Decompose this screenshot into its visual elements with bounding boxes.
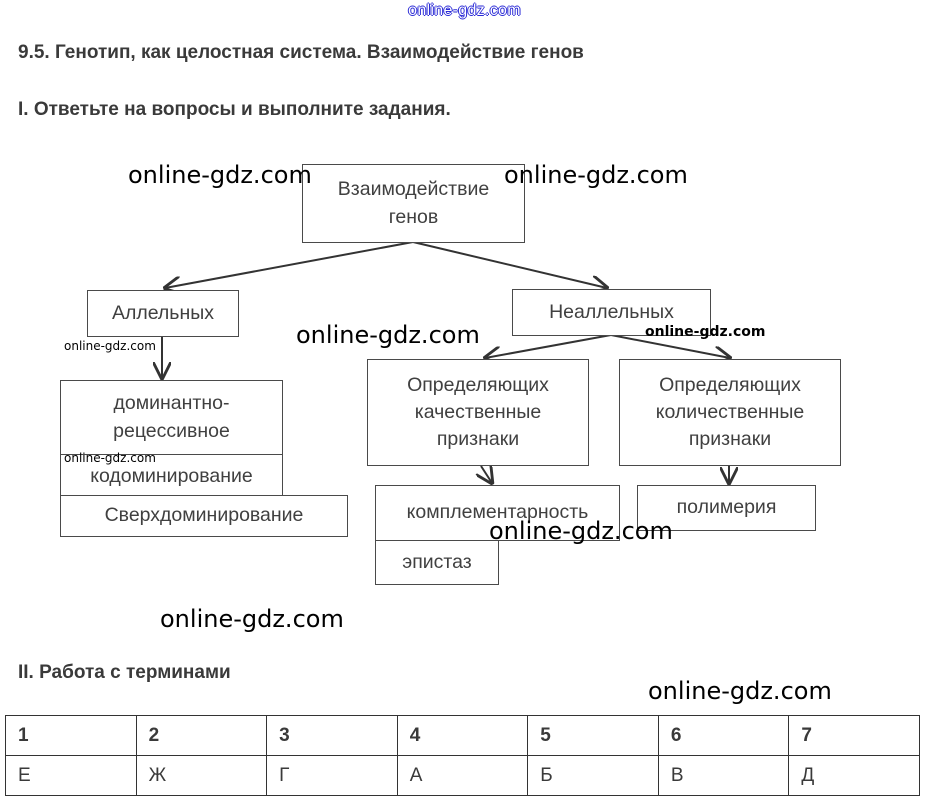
term-letter-7: Д xyxy=(789,756,920,796)
term-number-7: 7 xyxy=(789,716,920,756)
term-number-2: 2 xyxy=(136,716,267,756)
box-allelic xyxy=(87,290,239,337)
terms-table-number-row xyxy=(6,716,920,756)
term-number-3: 3 xyxy=(267,716,398,756)
watermark-1: online-gdz.com xyxy=(128,161,312,189)
section-title: 9.5. Генотип, как целостная система. Взаимодействие генов xyxy=(18,42,584,63)
term-number-6: 6 xyxy=(658,716,789,756)
part2-title: II. Работа с терминами xyxy=(18,662,231,683)
term-number-1: 1 xyxy=(6,716,137,756)
box-quantitative-traits xyxy=(619,359,841,466)
box-epistasis-label: эпистаз xyxy=(402,550,472,573)
top-watermark: online-gdz.com xyxy=(408,2,521,19)
watermark-5: online-gdz.com xyxy=(64,339,156,353)
box-overdominance xyxy=(60,495,348,537)
term-letter-3: Г xyxy=(267,756,398,796)
term-letter-1: Е xyxy=(6,756,137,796)
arrow-nonallelic-to-qualitative xyxy=(485,335,611,358)
box-dominant-recessive-label: доминантно- рецессивное xyxy=(113,392,230,442)
part1-title: I. Ответьте на вопросы и выполните задания. xyxy=(18,99,451,120)
watermark-9: online-gdz.com xyxy=(648,677,832,705)
terms-table-letter-row xyxy=(6,756,920,796)
arrow-root-to-nonallelic xyxy=(413,242,607,288)
box-gene-interaction-label: Взаимодействие генов xyxy=(337,178,490,228)
box-qualitative-traits xyxy=(367,359,589,466)
box-epistasis xyxy=(375,540,499,585)
term-number-5: 5 xyxy=(528,716,659,756)
box-polymery-label: полимерия xyxy=(676,496,777,519)
arrow-qualitative-to-complementarity xyxy=(481,466,492,483)
watermark-3: online-gdz.com xyxy=(296,321,480,349)
watermark-6: online-gdz.com xyxy=(64,451,156,465)
term-letter-4: А xyxy=(397,756,528,796)
box-nonallelic-label: Неаллельных xyxy=(549,300,674,323)
box-quantitative-traits-label: Определяющих количественные признаки xyxy=(655,373,805,451)
box-codominance-label: кодоминирование xyxy=(90,465,253,488)
term-letter-6: В xyxy=(658,756,789,796)
box-dominant-recessive xyxy=(60,380,283,455)
box-complementarity-label: комплементарность xyxy=(406,501,589,524)
watermark-2: online-gdz.com xyxy=(504,161,688,189)
term-letter-2: Ж xyxy=(136,756,267,796)
watermark-8: online-gdz.com xyxy=(160,605,344,633)
box-allelic-label: Аллельных xyxy=(111,301,215,324)
watermark-7: online-gdz.com xyxy=(489,517,673,545)
box-gene-interaction xyxy=(302,164,525,243)
box-overdominance-label: Сверхдоминирование xyxy=(104,504,304,527)
terms-table xyxy=(5,715,920,796)
watermark-4: online-gdz.com xyxy=(645,324,766,340)
term-letter-5: Б xyxy=(528,756,659,796)
box-qualitative-traits-label: Определяющих качественные признаки xyxy=(407,373,549,451)
term-number-4: 4 xyxy=(397,716,528,756)
arrow-root-to-allelic xyxy=(165,242,413,288)
